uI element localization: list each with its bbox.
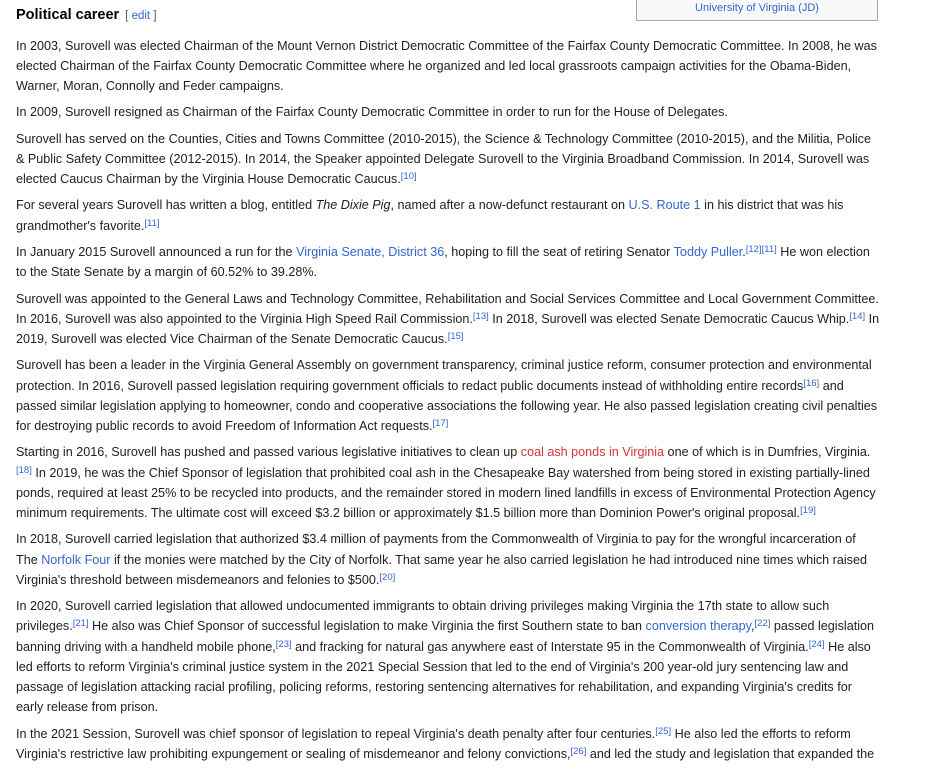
political-career-section bbox=[16, 0, 880, 764]
ref-14[interactable]: [14] bbox=[849, 310, 866, 322]
infobox-education-link[interactable]: University of Virginia (JD) bbox=[695, 2, 819, 14]
paragraph-8: Starting in 2016, Surovell has pushed and passed various legislative initiatives to clean up coal ash ponds in Virginia one of which is in Dumfries, Virginia.[18] In 2019, he was the Chief Sponsor of legislation that prohibited coal ash in the Chesapeake Bay watershed from being stored in existing partially-lined ponds, required at least 25% to be recycled into products, and the remainder stored in modern lined landfills in excess of Environmental Protection Agency minimum requirements. The ultimate cost will exceed $3.2 billion or approximately $1.5 billion more than Dominion Power's original proposal.[19] bbox=[16, 445, 876, 521]
ref-23[interactable]: [23] bbox=[275, 638, 292, 650]
ref-18[interactable]: [18] bbox=[16, 464, 32, 476]
ref-11[interactable]: [11] bbox=[144, 217, 160, 229]
paragraph-1: In 2003, Surovell was elected Chairman of the Mount Vernon District Democratic Committee of the Fairfax County Democratic Committee. In 2008, he was elected Chairman of the Fairfax County Democratic Committee where he organized and led local grassroots campaign activities for the Obama-Biden, Warner, Moran, Connolly and Feder campaigns. bbox=[16, 38, 877, 93]
ref-17[interactable]: [17] bbox=[432, 418, 449, 430]
paragraph-10: In 2020, Surovell carried legislation that allowed undocumented immigrants to obtain driving privileges making Virginia the 17th state to allow such privileges.[21] He also was Chief Sponsor of successful legislation to make Virginia the first Southern state to ban conversion therapy,[22] passed legislation banning driving with a handheld mobile phone,[23] and fracking for natural gas anywhere east of Interstate 95 in the Commonwealth of Virginia.[24] He also led efforts to reform Virginia's criminal justice system in the 2021 Special Session that led to the end of Virginia's 200 year-old jury sentencing law and passage of legislation attacking racial profiling, policing reforms, restoring sentencing alternatives for rehabilitation, and expanding Virginia's credits for early release from prison. bbox=[16, 599, 875, 715]
ref-25[interactable]: [25] bbox=[655, 725, 672, 737]
ref-11[interactable]: [11] bbox=[761, 244, 777, 256]
ref-24[interactable]: [24] bbox=[808, 638, 825, 650]
paragraph-2: In 2009, Surovell resigned as Chairman of the Fairfax County Democratic Committee in order to run for the House of Delegates. bbox=[16, 105, 728, 120]
section-heading bbox=[16, 7, 880, 25]
paragraph-5: In January 2015 Surovell announced a run for the Virginia Senate, District 36, hoping to fill the seat of retiring Senator Toddy Puller.[12][11] He won election to the State Senate by a margin of 60.52% to 39.28%. bbox=[16, 244, 870, 280]
ref-20[interactable]: [20] bbox=[379, 571, 396, 583]
link-toddy-puller[interactable]: Toddy Puller bbox=[673, 245, 743, 260]
ref-21[interactable]: [21] bbox=[72, 618, 89, 630]
link-virginia-senate-district-36[interactable]: Virginia Senate, District 36 bbox=[296, 245, 445, 260]
ref-26[interactable]: [26] bbox=[570, 745, 587, 757]
ref-10[interactable]: [10] bbox=[400, 171, 417, 183]
link-norfolk-four[interactable]: Norfolk Four bbox=[41, 552, 111, 567]
ref-13[interactable]: [13] bbox=[472, 310, 489, 322]
edit-link[interactable]: edit bbox=[131, 10, 151, 22]
paragraph-11: In the 2021 Session, Surovell was chief sponsor of legislation to repeal Virginia's death penalty after four centuries.[25] He also led the efforts to reform Virginia's restrictive law prohibiting expungement or sealing of misdemeanor and felony convictions,[26] and led the study and legislation that expanded the bbox=[16, 725, 875, 761]
ref-15[interactable]: [15] bbox=[447, 331, 464, 343]
link-us-route-1[interactable]: U.S. Route 1 bbox=[628, 198, 701, 213]
paragraph-6: Surovell was appointed to the General Laws and Technology Committee, Rehabilitation and Social Services Committee and Local Government Committee. In 2016, Surovell was also appointed to the Virginia High Speed Rail Commission.[13] In 2018, Surovell was elected Senate Democratic Caucus Whip.[14] In 2019, Surovell was elected Vice Chairman of the Senate Democratic Caucus.[15] bbox=[16, 291, 880, 347]
ref-19[interactable]: [19] bbox=[800, 505, 816, 517]
paragraph-7: Surovell has been a leader in the Virginia General Assembly on government transparency, criminal justice reform, consumer protection and environmental protection. In 2016, Surovell passed legislation requiring government officials to redact public documents instead of withholding entire records[16] and passed similar legislation applying to homeowner, condo and cooperative associations the following year. He also passed legislation creating civil penalties for destroying public records to avoid Freedom of Information Act requests.[17] bbox=[16, 358, 878, 434]
paragraph-9: In 2018, Surovell carried legislation that authorized $3.4 million of payments from the Commonwealth of Virginia to pay for the wrongful incarceration of The Norfolk Four if the monies were matched by the City of Norfolk. That same year he also carried legislation he had introduced nine times which raised Virginia's threshold between misdemeanors and felonies to $500.[20] bbox=[16, 532, 867, 587]
ref-16[interactable]: [16] bbox=[803, 377, 820, 389]
edit-section: [ edit ] bbox=[125, 10, 157, 22]
ref-12[interactable]: [12] bbox=[745, 244, 762, 256]
paragraph-4: For several years Surovell has written a blog, entitled The Dixie Pig, named after a now-defunct restaurant on U.S. Route 1 in his district that was his grandmother's favorite.[11] bbox=[16, 198, 844, 233]
paragraph-3: Surovell has served on the Counties, Cities and Towns Committee (2010-2015), the Science & Technology Committee (2010-2015), and the Militia, Police & Public Safety Committee (2012-2015). In 2014, the Speaker appointed Delegate Surovell to the Virginia Broadband Commission. In 2014, Surovell was elected Caucus Chairman by the Virginia House Democratic Caucus.[10] bbox=[16, 131, 871, 187]
section-title: Political career bbox=[16, 7, 120, 23]
link-conversion-therapy[interactable]: conversion therapy bbox=[645, 619, 752, 634]
blog-title: The Dixie Pig bbox=[315, 198, 391, 213]
link-coal-ash-ponds[interactable]: coal ash ponds in Virginia bbox=[520, 445, 665, 460]
ref-22[interactable]: [22] bbox=[754, 618, 771, 630]
